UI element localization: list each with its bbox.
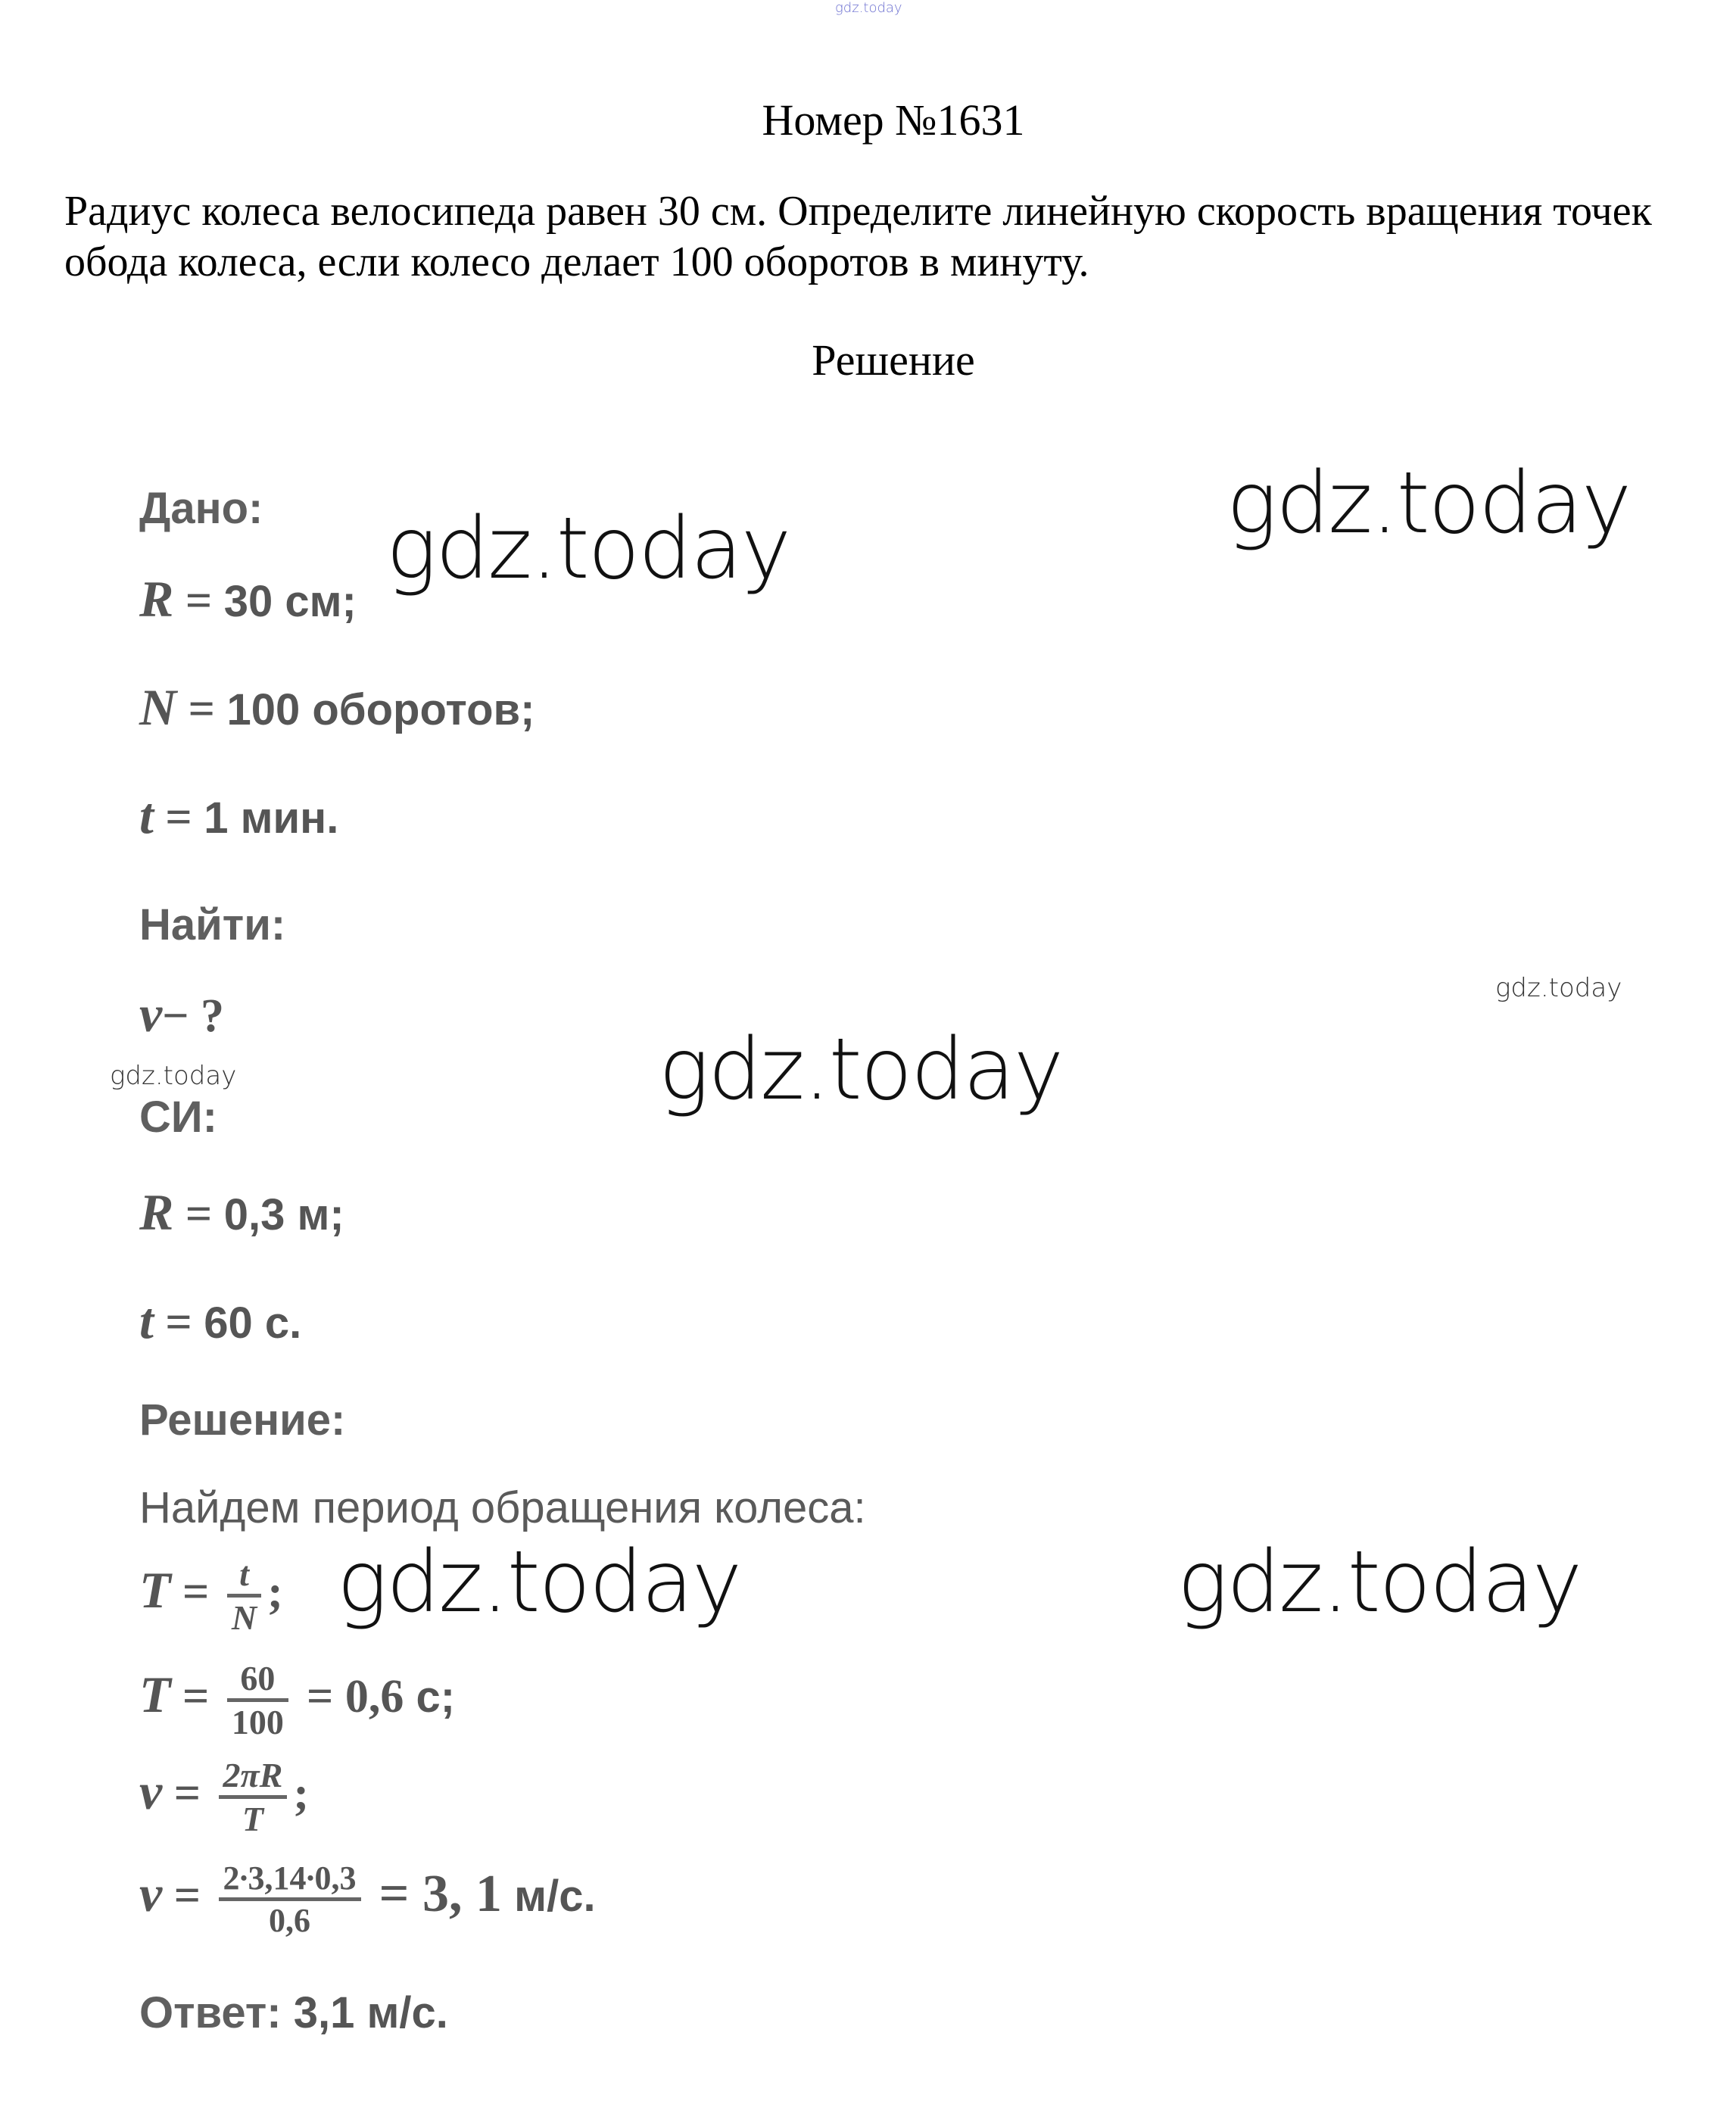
fraction-speed [219,1859,361,1940]
si-r: R = 0,3 м; [139,1183,344,1241]
si-r-variable: R [139,1183,174,1241]
fraction-2pir-over-t [219,1755,288,1839]
fraction-numerator: 2∙3,14∙0,3 [219,1859,361,1901]
r-value: 30 см; [223,577,357,626]
solution-heading: Решение [812,335,975,385]
find-label: Найти: [139,900,286,949]
watermark: gdz.today [337,1533,741,1632]
t-variable: t [139,787,154,844]
fraction-60-over-100 [227,1658,288,1742]
given-n: N = 100 оборотов; [139,678,535,736]
period-text: Найдем период обращения колеса: [139,1483,866,1532]
answer-label: Ответ: [139,1988,282,2037]
period-result: = 0,6 [307,1670,404,1722]
watermark: gdz.today [1495,973,1622,1003]
formula-tail: ; [267,1566,283,1618]
given-t: t = 1 мин. [139,787,339,844]
find-variable: v [139,985,163,1043]
find-line [139,984,224,1044]
formula-speed-value: v = $\frac{2\cdot 3,14\cdot 0,3}{0,6}$ = 3, 1 м/с. [139,1859,596,1939]
watermark: gdz.today [386,500,790,598]
n-value: 100 оборотов; [226,685,535,734]
si-t-variable: t [139,1292,154,1349]
si-t-value: 60 с. [204,1298,302,1348]
t-value: 1 мин. [204,793,339,843]
answer-value: 3,1 м/с. [293,1988,448,2037]
solution-label: Решение: [139,1395,346,1445]
watermark: gdz.today [1177,1533,1582,1632]
find-value: − ? [162,990,225,1042]
fraction-numerator: 2πR [219,1755,288,1799]
answer-line [139,1987,448,2038]
watermark: gdz.today [110,1061,237,1091]
page-title: Номер №1631 [762,95,1025,145]
n-variable: N [139,678,177,736]
period-unit: с; [416,1672,456,1722]
watermark: gdz.today [1226,454,1631,553]
si-label: СИ: [139,1093,217,1142]
speed-result: = 3, 1 [379,1864,503,1923]
watermark: gdz.today [659,1021,1063,1119]
problem-text: Радиус колеса велосипеда равен 30 см. Определите линейную скорость вращения точек обода колеса, если колесо делает 100 оборотов в минуту. [64,188,1652,285]
fraction-numerator: t [227,1554,261,1598]
fraction-numerator: 60 [227,1658,288,1702]
formula-speed: v = $\frac{2\pi R}{T}$ ; [139,1756,309,1838]
given-r: R = 30 см; [139,570,357,628]
si-r-value: 0,3 м; [223,1190,344,1239]
formula-period-value: T = $\frac{60}{100}$ = 0,6 с; [139,1659,456,1741]
fraction-t-over-n [227,1554,261,1638]
fraction-denominator: 100 [231,1703,284,1741]
speed-unit: м/с. [514,1871,596,1921]
given-label: Дано: [139,484,263,533]
si-t: t = 60 с. [139,1292,302,1349]
fraction-denominator: 0,6 [269,1902,311,1939]
watermark-top: gdz.today [835,0,902,16]
r-variable: R [139,570,174,628]
formula-period: T = $\frac{t}{N}$ ; [139,1554,283,1637]
fraction-denominator: T [242,1800,263,1838]
fraction-denominator: N [231,1598,257,1637]
formula-tail: ; [293,1767,309,1819]
